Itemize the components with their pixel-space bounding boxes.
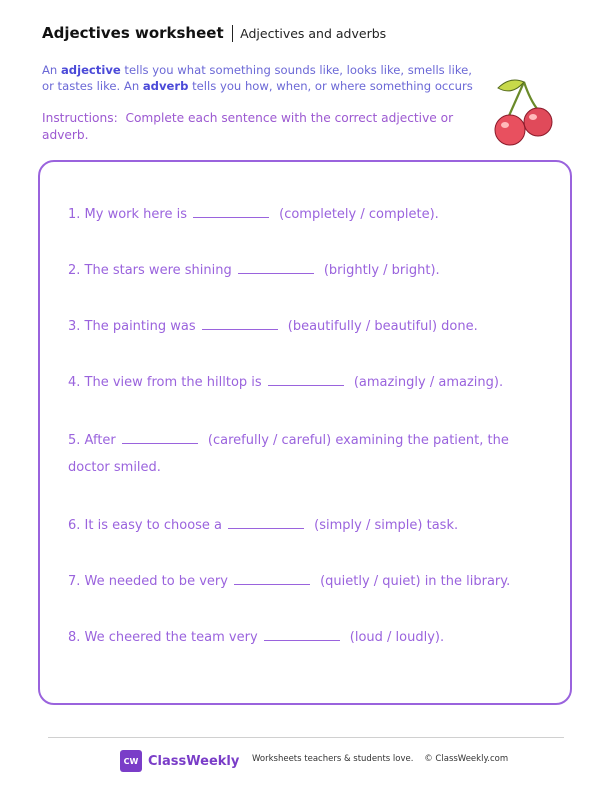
- intro-text-1: An: [42, 63, 61, 77]
- question-5-options: (carefully / careful) examining the patient, the doctor smiled.: [68, 433, 509, 475]
- intro-paragraph: [42, 62, 482, 94]
- question-2-options: (brightly / bright).: [323, 263, 440, 278]
- question-2: [68, 257, 538, 284]
- adverb-term: adverb: [142, 79, 189, 93]
- question-4-options: (amazingly / amazing).: [353, 375, 504, 390]
- question-5-text: 5. After: [68, 433, 116, 448]
- question-4: [68, 369, 538, 396]
- answer-blank[interactable]: [268, 371, 344, 386]
- question-6: [68, 512, 538, 539]
- footer-tagline: Worksheets teachers & students love. © ClassWeekly.com: [252, 754, 509, 764]
- cherry-icon: [490, 70, 560, 150]
- question-1-text: 1. My work here is: [68, 207, 187, 222]
- intro-text-3: tells you how, when, or where something occurs: [188, 79, 473, 93]
- answer-blank[interactable]: [193, 203, 269, 218]
- worksheet-title: Adjectives worksheet: [42, 24, 224, 42]
- question-1-options: (completely / complete).: [279, 207, 439, 222]
- question-3-text: 3. The painting was: [68, 319, 196, 334]
- worksheet-subtitle: Adjectives and adverbs: [240, 25, 387, 41]
- question-2-text: 2. The stars were shining: [68, 263, 232, 278]
- question-3: [68, 313, 538, 340]
- question-6-options: (simply / simple) task.: [314, 518, 459, 533]
- answer-blank[interactable]: [264, 626, 340, 641]
- instructions: [42, 110, 462, 144]
- question-8: [68, 624, 538, 651]
- adjective-term: adjective: [60, 63, 121, 77]
- question-1: [68, 201, 538, 228]
- classweekly-logo[interactable]: [120, 750, 239, 772]
- answer-blank[interactable]: [122, 429, 198, 444]
- worksheet-header: [42, 24, 386, 42]
- logo-mark: CW: [120, 750, 142, 772]
- footer-divider: [48, 737, 564, 738]
- answer-blank[interactable]: [202, 315, 278, 330]
- question-8-options: (loud / loudly).: [349, 630, 445, 645]
- answer-blank[interactable]: [228, 514, 304, 529]
- intro-text-2: tells you what something sounds like, looks like, smells like, or tastes like. An: [42, 63, 472, 93]
- answer-blank[interactable]: [234, 570, 310, 585]
- question-4-text: 4. The view from the hilltop is: [68, 375, 262, 390]
- instructions-text: Complete each sentence with the correct adjective or adverb.: [42, 111, 454, 142]
- question-8-text: 8. We cheered the team very: [68, 630, 258, 645]
- question-5: [68, 427, 538, 481]
- question-6-text: 6. It is easy to choose a: [68, 518, 223, 533]
- instructions-label: Instructions:: [42, 111, 118, 125]
- question-7-text: 7. We needed to be very: [68, 574, 228, 589]
- question-7: [68, 568, 538, 595]
- question-3-options: (beautifully / beautiful) done.: [287, 319, 478, 334]
- logo-text: ClassWeekly: [148, 753, 240, 769]
- answer-blank[interactable]: [238, 259, 314, 274]
- question-7-options: (quietly / quiet) in the library.: [320, 574, 511, 589]
- header-divider: [232, 25, 234, 42]
